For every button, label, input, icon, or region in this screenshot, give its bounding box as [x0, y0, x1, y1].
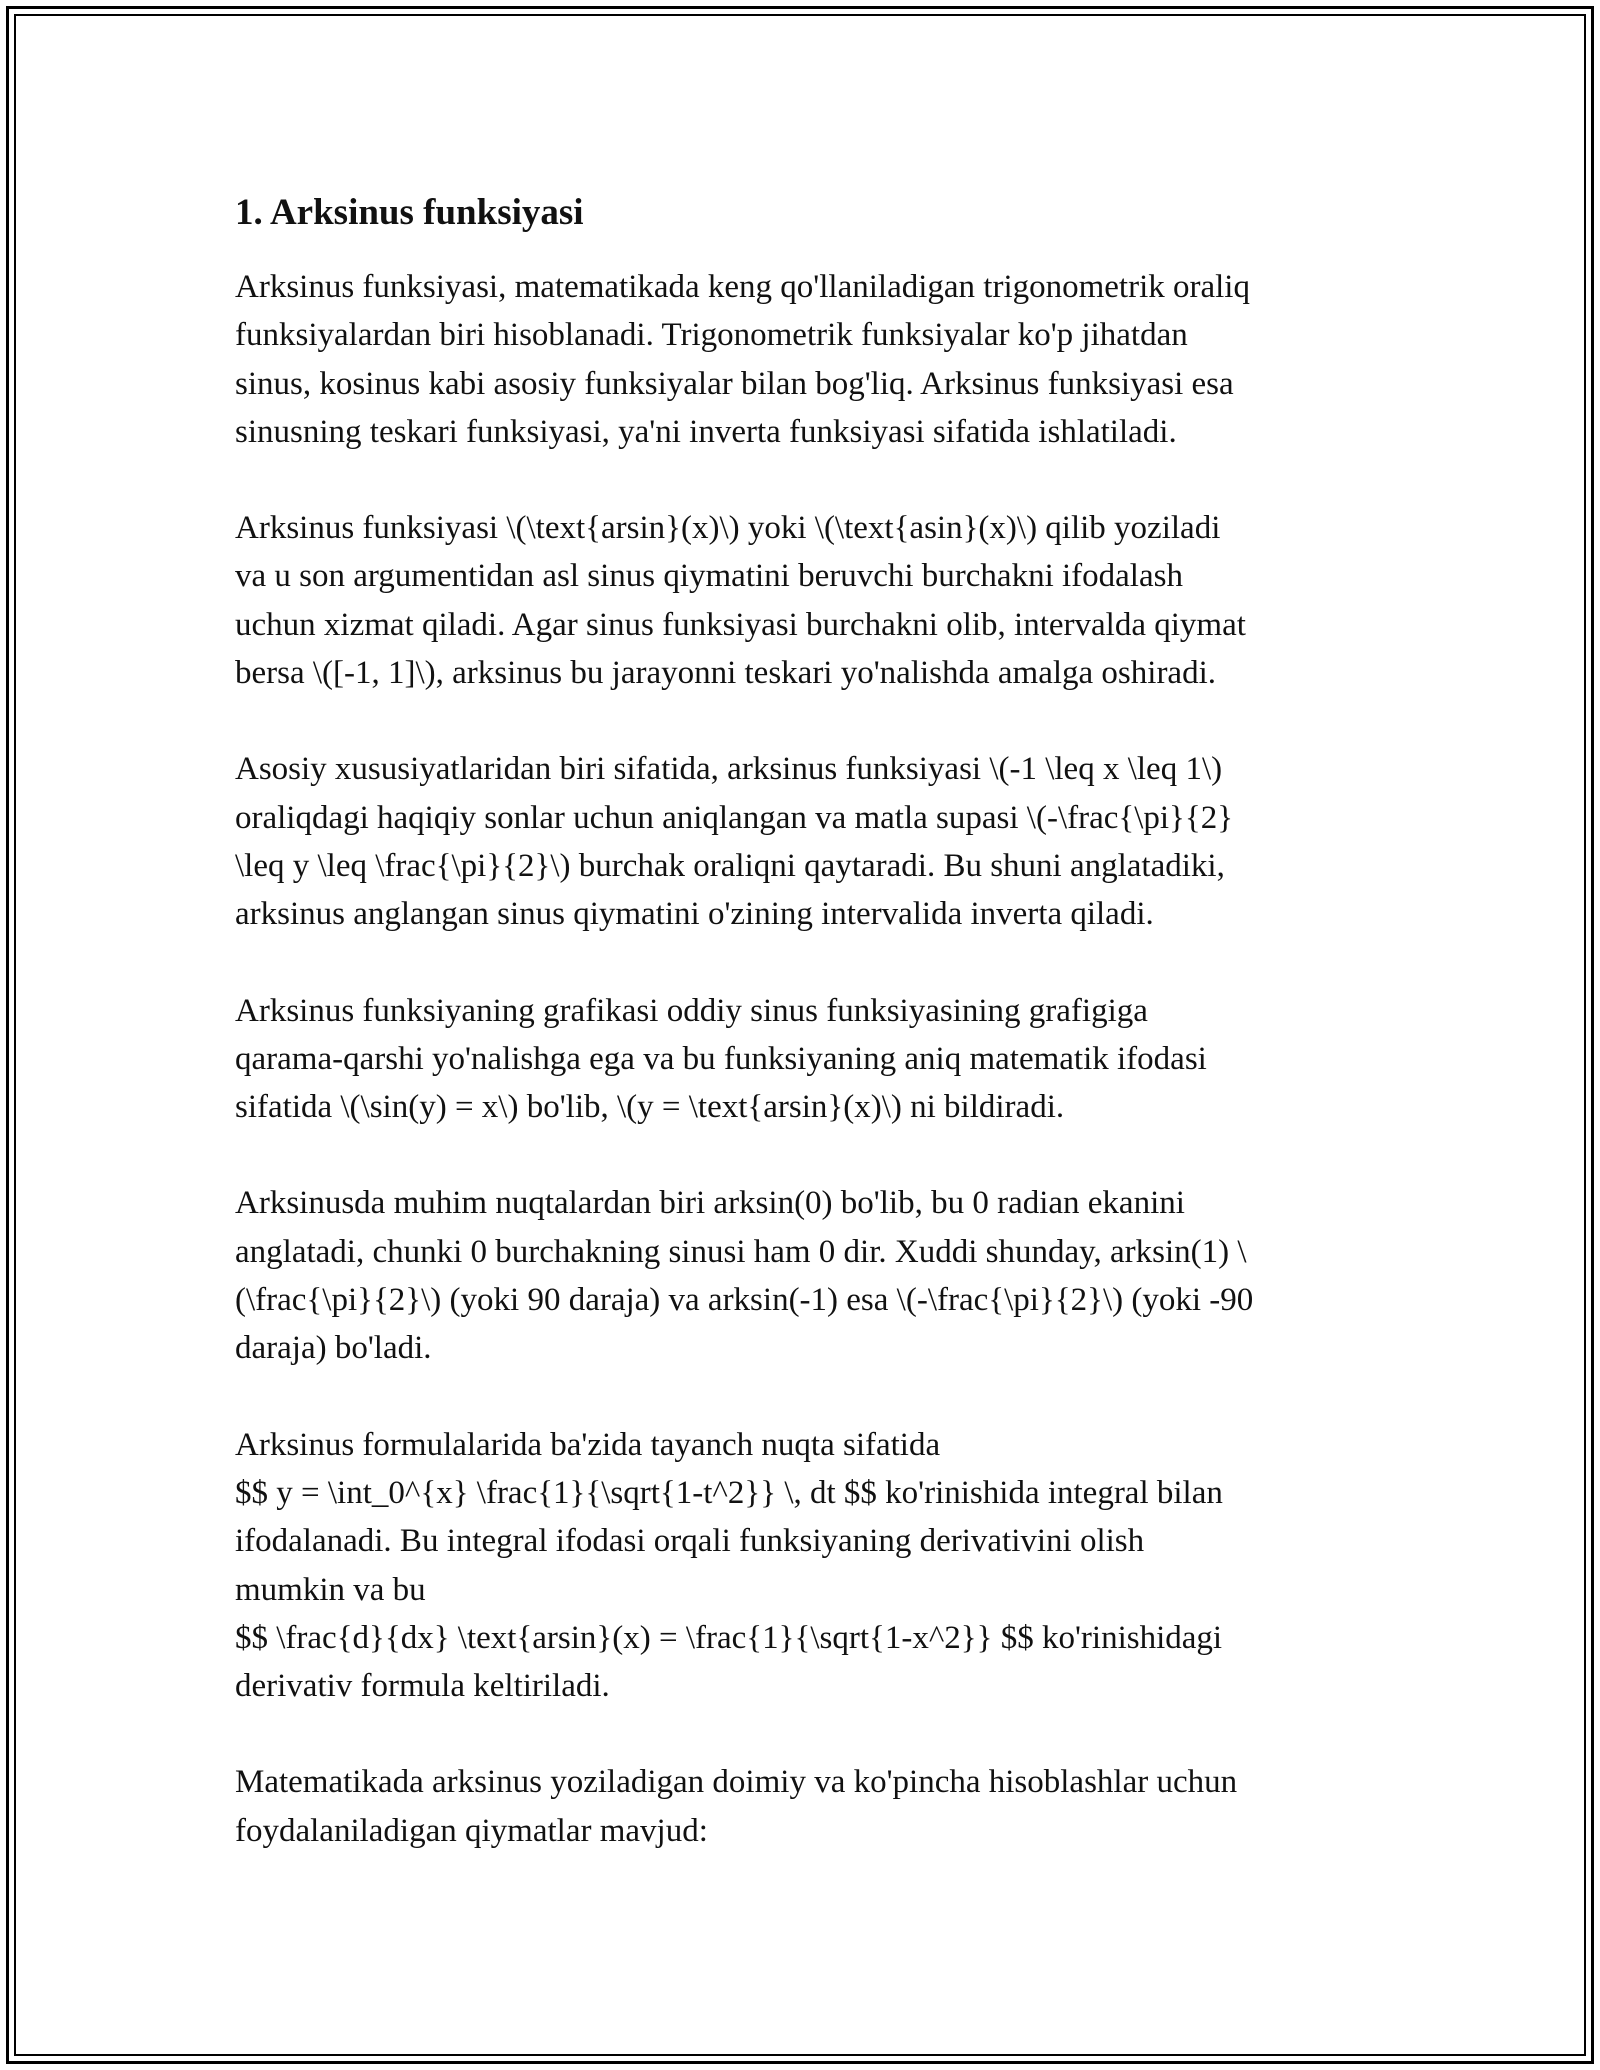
paragraph-formulas [235, 1421, 1370, 1711]
paragraph-graph [235, 987, 1370, 1132]
text-line: Matematikada arksinus yoziladigan doimiy va ko'pincha hisoblashlar uchun [235, 1764, 1238, 1801]
paragraph-notation [235, 504, 1370, 697]
paragraph-domain-range [235, 745, 1370, 938]
paragraph-intro [235, 263, 1370, 456]
text-line: qarama-qarshi yo'nalishga ega va bu funksiyaning aniq matematik ifodasi [235, 1040, 1207, 1077]
text-line: funksiyalardan biri hisoblanadi. Trigonometrik funksiyalar ko'p jihatdan [235, 317, 1188, 354]
text-line: ifodalanadi. Bu integral ifodasi orqali funksiyaning derivativini olish [235, 1523, 1145, 1560]
text-line: foydalaniladigan qiymatlar mavjud: [235, 1812, 708, 1849]
text-line: Arksinusda muhim nuqtalardan biri arksin(0) bo'lib, bu 0 radian ekanini [235, 1185, 1185, 1222]
paragraph-key-points [235, 1179, 1370, 1372]
text-line: bersa \([-1, 1]\), arksinus bu jarayonni teskari yo'nalishda amalga oshiradi. [235, 655, 1216, 692]
text-line: arksinus anglangan sinus qiymatini o'zining intervalida inverta qiladi. [235, 896, 1154, 933]
text-line: uchun xizmat qiladi. Agar sinus funksiyasi burchakni olib, intervalda qiymat [235, 606, 1246, 643]
text-line: \leq y \leq \frac{\pi}{2}\) burchak oraliqni qaytaradi. Bu shuni anglatadiki, [235, 847, 1225, 884]
text-line: Arksinus funksiyasi \(\text{arsin}(x)\) yoki \(\text{asin}(x)\) qilib yoziladi [235, 510, 1221, 547]
text-line: Arksinus formulalarida ba'zida tayanch nuqta sifatida [235, 1426, 941, 1463]
text-line: (\frac{\pi}{2}\) (yoki 90 daraja) va arksin(-1) esa \(-\frac{\pi}{2}\) (yoki -90 [235, 1282, 1254, 1319]
document-page [235, 185, 1370, 1903]
text-line: va u son argumentidan asl sinus qiymatini beruvchi burchakni ifodalash [235, 558, 1183, 595]
text-line: anglatadi, chunki 0 burchakning sinusi ham 0 dir. Xuddi shunday, arksin(1) \ [235, 1233, 1247, 1270]
text-line: sinusning teskari funksiyasi, ya'ni inverta funksiyasi sifatida ishlatiladi. [235, 413, 1177, 450]
text-line: Arksinus funksiyasi, matematikada keng qo'llaniladigan trigonometrik oraliq [235, 269, 1250, 305]
text-line: Asosiy xususiyatlaridan biri sifatida, arksinus funksiyasi \(-1 \leq x \leq 1\) [235, 751, 1223, 788]
text-line: mumkin va bu [235, 1571, 426, 1608]
text-line: daraja) bo'ladi. [235, 1330, 432, 1367]
text-line: $$ \frac{d}{dx} \text{arsin}(x) = \frac{1}{\sqrt{1-x^2}} $$ ko'rinishidagi [235, 1619, 1223, 1656]
text-line: derivativ formula keltiriladi. [235, 1668, 610, 1705]
text-line: sifatida \(\sin(y) = x\) bo'lib, \(y = \text{arsin}(x)\) ni bildiradi. [235, 1089, 1065, 1126]
text-line: $$ y = \int_0^{x} \frac{1}{\sqrt{1-t^2}} \, dt $$ ko'rinishida integral bilan [235, 1474, 1223, 1511]
text-line: sinus, kosinus kabi asosiy funksiyalar bilan bog'liq. Arksinus funksiyasi esa [235, 365, 1234, 402]
section-heading: 1. Arksinus funksiyasi [235, 192, 584, 233]
paragraph-values-intro [235, 1758, 1370, 1855]
text-line: Arksinus funksiyaning grafikasi oddiy sinus funksiyasining grafigiga [235, 992, 1148, 1029]
text-line: oraliqdagi haqiqiy sonlar uchun aniqlangan va matla supasi \(-\frac{\pi}{2} [235, 799, 1234, 836]
